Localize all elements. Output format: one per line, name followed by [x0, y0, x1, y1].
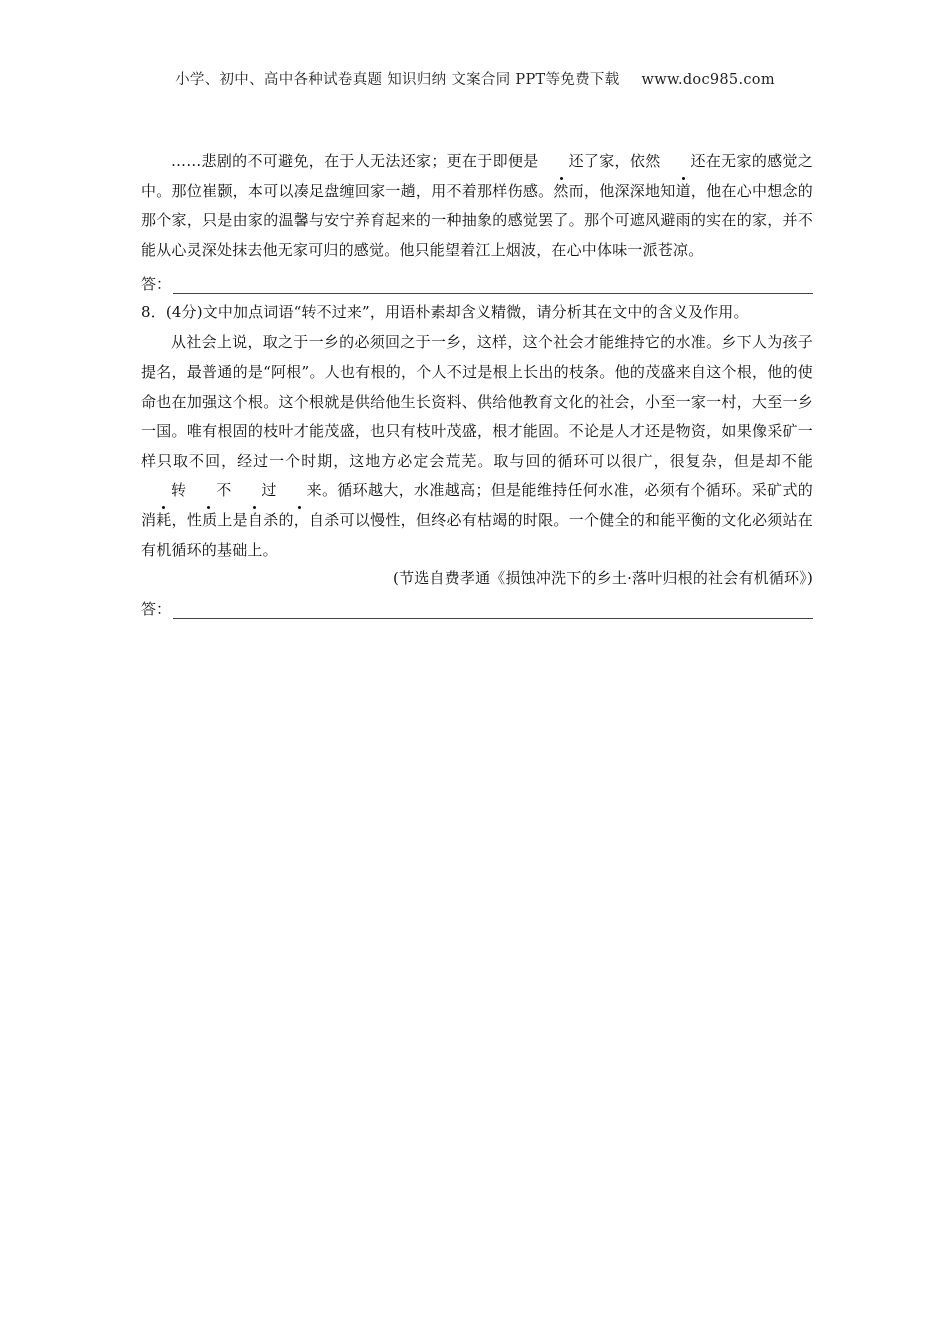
emphasis-dot-char: 来 — [277, 476, 322, 506]
emphasis-dot-char: 不 — [186, 476, 231, 506]
emphasis-dot-char: 还 — [661, 147, 706, 177]
answer-line-1[interactable] — [141, 266, 813, 294]
passage1-text-c: 在无家的感觉之中。那位崔颢，本可以凑足盘缠回家一趟，用不着那样伤感。然而，他深深地知道，他在心中想念的那个家，只是由家的温馨与安宁养育起来的一种抽象的感觉罢了。那个可遮风避雨的实在的家，并不能从心灵深处抹去他无家可归的感觉。他只能望着江上烟波，在心中体味一派苍凉。 — [141, 152, 813, 259]
answer-blank-rule[interactable] — [173, 275, 813, 294]
question-number: 8． — [141, 303, 166, 322]
header-site-url: www.doc985.com — [641, 72, 775, 88]
emphasis-dot-char: 过 — [231, 476, 276, 506]
passage2-text-b: 。循环越大，水准越高；但是能维持任何水准，必须有个循环。采矿式的消耗，性质上是自杀的，自杀可以慢性，但终必有枯竭的时限。一个健全的和能平衡的文化必须站在有机循环的基础上。 — [141, 481, 813, 559]
header-text: 小学、初中、高中各种试卷真题 知识归纳 文案合同 PPT等免费下载 — [175, 72, 620, 88]
emphasis-dot-char: 还 — [539, 147, 584, 177]
question-text: 文中加点词语“转不过来”，用语朴素却含义精微，请分析其在文中的含义及作用。 — [202, 303, 749, 322]
passage2-text-a: 从社会上说，取之于一乡的必须回之于一乡，这样，这个社会才能维持它的水准。乡下人为孩子提名，最普通的是“阿根”。人也有根的，个人不过是根上长出的枝条。他的茂盛来自这个根，他的使命也在加强这个根。这个根就是供给他生长资料、供给他教育文化的社会，小至一家一村，大至一乡一国。唯有根固的枝叶才能茂盛，也只有枝叶茂盛，根才能固。不论是人才还是物资，如果像采矿一样只取不回，经过一个时期，这地方必定会荒芜。取与回的循环可以很广，很复杂，但是却不能 — [141, 333, 813, 470]
passage1-text-b: 了家，依然 — [583, 152, 661, 170]
source-citation: (节选自费孝通《损蚀冲洗下的乡土·落叶归根的社会有机循环》) — [393, 569, 813, 588]
answer-blank-rule[interactable] — [173, 600, 813, 619]
passage-excerpt-1 — [141, 147, 813, 265]
passage1-text-a: ……悲剧的不可避免，在于人无法还家；更在于即便是 — [171, 152, 539, 170]
document-body — [141, 147, 813, 619]
passage-excerpt-2 — [141, 328, 813, 565]
answer-label: 答： — [141, 275, 172, 294]
answer-label: 答： — [141, 600, 172, 619]
question-score: (4分) — [165, 303, 203, 322]
answer-line-2[interactable] — [141, 591, 813, 619]
page-header — [0, 68, 950, 89]
emphasis-dot-char: 转 — [141, 476, 186, 506]
question-8 — [141, 298, 813, 326]
